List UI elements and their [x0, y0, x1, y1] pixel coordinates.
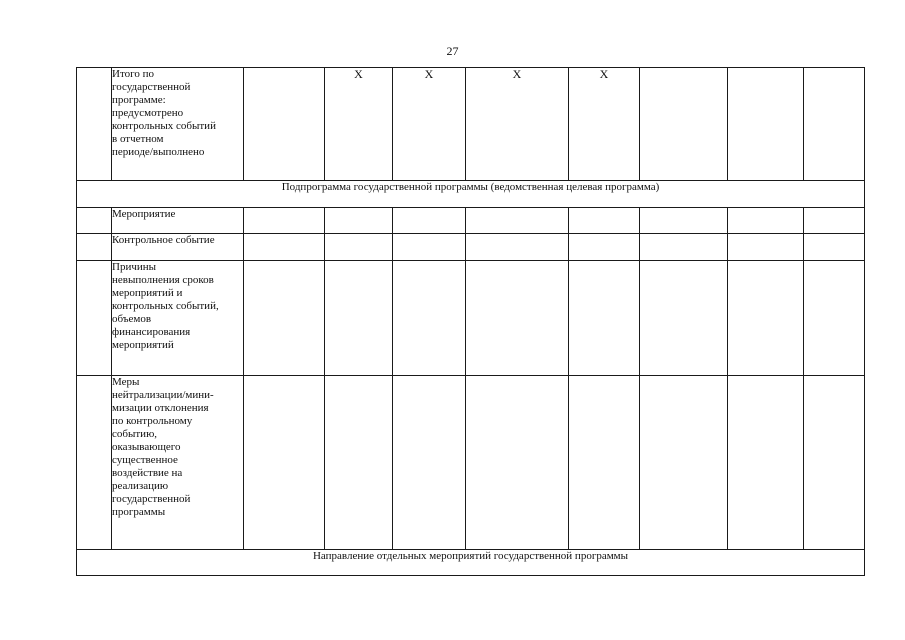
- empty-cell: [640, 234, 728, 261]
- total-row-label: Итого по государственной программе: предусмотрено контрольных событий в отчетном периоде/выполнено: [112, 68, 244, 181]
- measures-row: [77, 376, 865, 550]
- event-row: [77, 208, 865, 234]
- empty-cell: [244, 234, 325, 261]
- empty-cell: [804, 234, 865, 261]
- empty-cell: [569, 261, 640, 376]
- number-cell: [77, 261, 112, 376]
- x-mark-cell: X: [393, 68, 466, 181]
- number-cell: [77, 376, 112, 550]
- control-event-row: [77, 234, 865, 261]
- reasons-row: [77, 261, 865, 376]
- empty-cell: [393, 208, 466, 234]
- empty-cell: [244, 208, 325, 234]
- report-table: [76, 67, 865, 576]
- empty-cell: [393, 261, 466, 376]
- number-cell: [77, 68, 112, 181]
- number-cell: [77, 234, 112, 261]
- empty-cell: [569, 376, 640, 550]
- measures-label: Меры нейтрализации/мини- мизации отклонения по контрольному событию, оказывающего существенное воздействие на реализацию государственной программы: [112, 376, 244, 550]
- empty-cell: [569, 234, 640, 261]
- empty-cell: [466, 376, 569, 550]
- empty-cell: [325, 208, 393, 234]
- total-row: [77, 68, 865, 181]
- x-mark-cell: X: [466, 68, 569, 181]
- empty-cell: [640, 261, 728, 376]
- number-cell: [77, 208, 112, 234]
- x-mark-cell: X: [325, 68, 393, 181]
- subprogram-heading-row: [77, 181, 865, 208]
- x-mark-cell: X: [569, 68, 640, 181]
- empty-cell: [728, 261, 804, 376]
- empty-cell: [804, 208, 865, 234]
- direction-heading-row: [77, 550, 865, 576]
- empty-cell: [393, 234, 466, 261]
- empty-cell: [244, 68, 325, 181]
- empty-cell: [728, 376, 804, 550]
- empty-cell: [325, 376, 393, 550]
- event-label: Мероприятие: [112, 208, 244, 234]
- empty-cell: [728, 234, 804, 261]
- empty-cell: [569, 208, 640, 234]
- control-event-label: Контрольное событие: [112, 234, 244, 261]
- empty-cell: [325, 234, 393, 261]
- empty-cell: [466, 208, 569, 234]
- empty-cell: [640, 68, 728, 181]
- empty-cell: [728, 208, 804, 234]
- empty-cell: [728, 68, 804, 181]
- empty-cell: [640, 376, 728, 550]
- page-number: 27: [446, 44, 459, 58]
- empty-cell: [640, 208, 728, 234]
- empty-cell: [804, 68, 865, 181]
- empty-cell: [244, 376, 325, 550]
- subprogram-heading: Подпрограмма государственной программы (ведомственная целевая программа): [77, 181, 865, 208]
- empty-cell: [244, 261, 325, 376]
- empty-cell: [466, 261, 569, 376]
- empty-cell: [325, 261, 393, 376]
- reasons-label: Причины невыполнения сроков мероприятий и контрольных событий, объемов финансирования мероприятий: [112, 261, 244, 376]
- direction-heading: Направление отдельных мероприятий государственной программы: [77, 550, 865, 576]
- empty-cell: [393, 376, 466, 550]
- empty-cell: [804, 261, 865, 376]
- empty-cell: [804, 376, 865, 550]
- empty-cell: [466, 234, 569, 261]
